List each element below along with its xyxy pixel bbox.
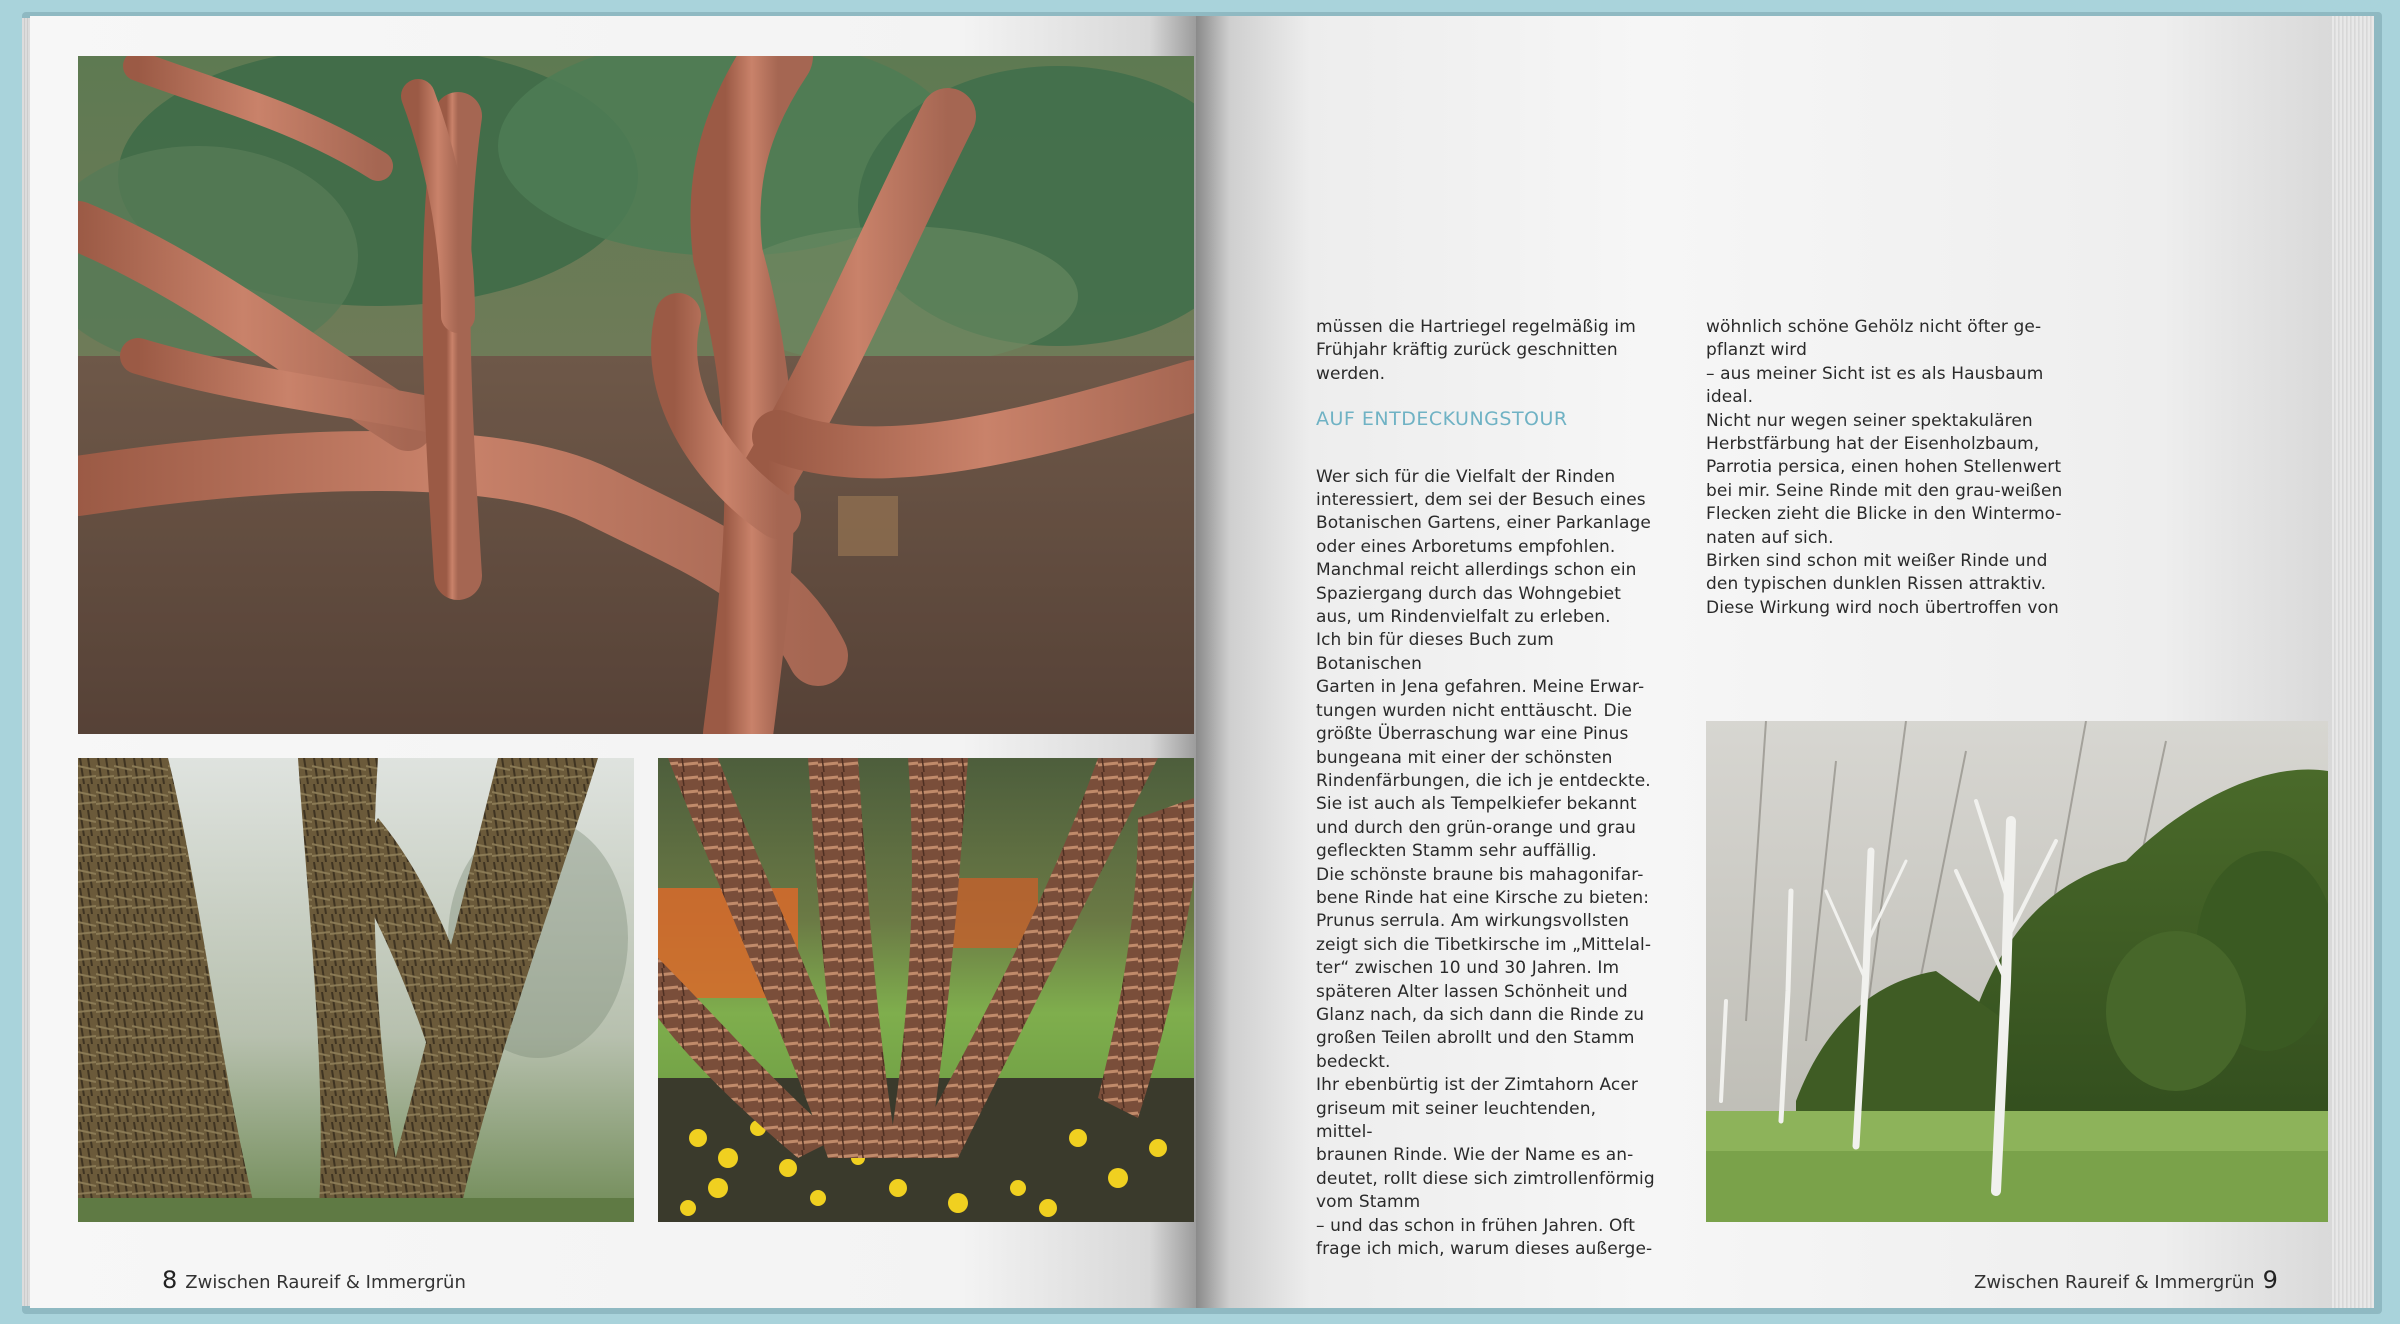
left-page: [30, 16, 1196, 1308]
intro-paragraph: müssen die Hartriegel regelmäßig im Frühjahr kräftig zurück geschnitten werden.: [1316, 317, 1636, 384]
cork-bark-tree-photo: [78, 758, 634, 1222]
paperbark-maple-photo: [658, 758, 1194, 1222]
body-paragraph: wöhnlich schöne Gehölz nicht öfter ge- pflanzt wird – aus meiner Sicht ist es als Hausbaum ideal. Nicht nur wegen seiner spektakulären Herbstfärbung hat der Eisenholzbaum, Parrotia persica, einen hohen Stellenwert bei mir. Seine Rinde mit den grau-weißen Flecken zieht die Blicke in den Wintermo- naten auf sich. Birken sind schon mit weißer Rinde und den typischen dunklen Rissen attraktiv. Diese Wirkung wird noch übertroffen von: [1706, 317, 2063, 618]
body-paragraph: Wer sich für die Vielfalt der Rinden interessiert, dem sei der Besuch eines Botanischen Gartens, einer Parkanlage oder eines Arboretums empfohlen. Manchmal reicht allerdings schon ein Spaziergang durch das Wohngebiet aus, um Rindenvielfalt zu erleben. Ich bin für dieses Buch zum Botanischen Garten in Jena gefahren. Meine Erwar- tungen wurden nicht enttäuscht. Die größte Überraschung war eine Pinus bungeana mit einer der schönsten Rindenfärbungen, die ich je entdeckte. Sie ist auch als Tempelkiefer bekannt und durch den grün-orange und grau gefleckten Stamm sehr auffällig. Die schönste braune bis mahagonifar- bene Rinde hat eine Kirsche zu bieten: Prunus serrula. Am wirkungsvollsten zeigt sich die Tibetkirsche im „Mittelal- ter“ zwischen 10 und 30 Jahren. Im späteren Alter lassen Schönheit und Glanz nach, da sich dann die Rinde zu großen Teilen abrollt und den Stamm bedeckt. Ihr ebenbürtig ist der Zimtahorn Acer griseum mit seiner leuchtenden, mittel- braunen Rinde. Wie der Name es an- deutet, rollt diese sich zimtrollenförmig vom Stamm – und das schon in frühen Jahren. Oft frage ich mich, warum dieses außerge-: [1316, 466, 1655, 1260]
rhododendron-bark-photo: [78, 56, 1194, 734]
section-heading: AUF ENTDECKUNGSTOUR: [1316, 408, 1568, 431]
text-column-1: [1316, 316, 1656, 1261]
running-title: Zwischen Raureif & Immergrün: [1974, 1272, 2255, 1293]
page-number: 9: [2262, 1266, 2278, 1294]
white-birches-yew-hedge-photo: [1706, 721, 2328, 1222]
page-number: 8: [162, 1266, 178, 1294]
right-page-footer: [1974, 1266, 2278, 1294]
running-title: Zwischen Raureif & Immergrün: [185, 1272, 466, 1293]
right-page-edges: [2332, 16, 2374, 1308]
right-page: [1196, 16, 2332, 1308]
left-page-footer: [162, 1266, 466, 1294]
text-column-2: [1706, 316, 2066, 620]
